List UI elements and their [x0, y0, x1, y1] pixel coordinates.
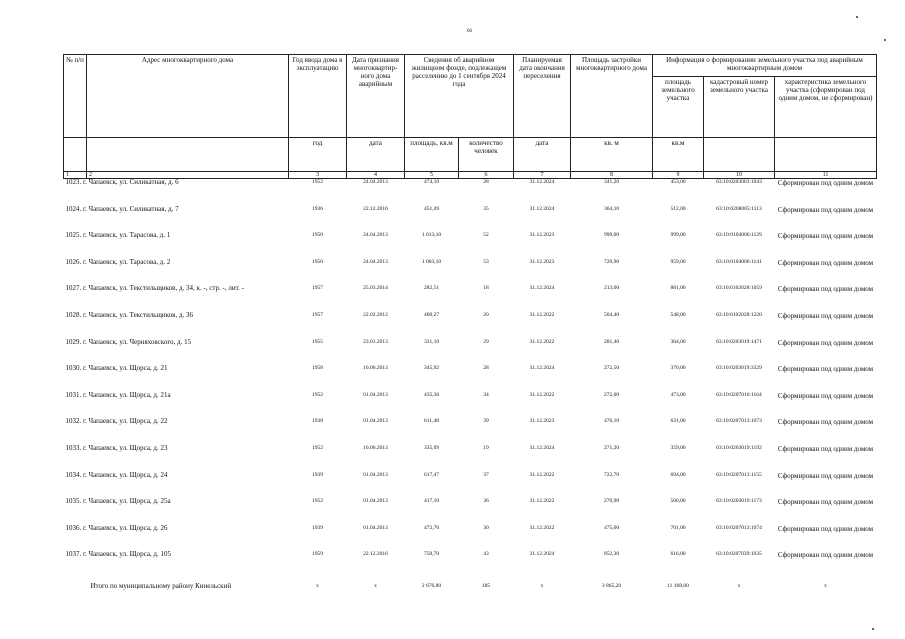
table-row: [64, 418, 877, 445]
cell-date-emergency: 24.04.2013: [363, 179, 388, 185]
cell-area: 282,51: [423, 285, 440, 292]
cell-area: 400,27: [423, 311, 440, 318]
cell-build-area: 722,70: [603, 471, 620, 478]
table-row: [64, 525, 877, 552]
cell-address: 1028. г. Чапаевск, ул. Текстильщиков, д. 36: [65, 310, 194, 319]
total-people: 185: [481, 583, 491, 590]
table-row: [64, 312, 877, 339]
cell-address: 1029. г. Чапаевск, ул. Черняховского, д. 15: [65, 337, 192, 346]
cell-build-area: 475,00: [603, 524, 620, 531]
cell-date-emergency: 22.12.2016: [363, 205, 388, 212]
unit-people: количество человек: [459, 138, 514, 172]
cell-cadastral: 63:10:0104006:1129: [716, 232, 762, 239]
table-row: [64, 339, 877, 366]
cell-people: 43: [483, 551, 489, 558]
table-row: [64, 551, 877, 578]
cell-year-built: 1957: [312, 311, 323, 318]
cell-land-char: Сформирован под одним домом: [777, 258, 874, 267]
table-footer: [64, 578, 877, 596]
cell-land-char: Сформирован под одним домом: [777, 285, 874, 294]
cell-year-built: 1952: [312, 444, 323, 451]
cell-date-emergency: 01.04.2013: [363, 498, 388, 505]
table-row: [64, 365, 877, 392]
cell-build-area: 720,90: [603, 258, 620, 265]
cell-land-area: 616,00: [670, 551, 686, 558]
cell-people: 20: [483, 311, 489, 318]
total-land-area: 11 168,00: [667, 583, 689, 590]
table-row: [64, 285, 877, 312]
cell-cadastral: 63:10:0203019:1471: [716, 338, 762, 345]
cell-planned-end: 31.12.2024: [529, 285, 555, 292]
cell-cadastral: 63:10:0207016:1164: [716, 391, 762, 398]
cell-land-area: 359,00: [670, 444, 686, 451]
cell-planned-end: 31.12.2024: [529, 179, 555, 185]
cell-planned-end: 31.12.2024: [529, 365, 555, 372]
total-year: x: [316, 583, 319, 590]
cell-planned-end: 31.12.2024: [529, 444, 555, 451]
cell-address: 1037. г. Чапаевск, ул. Щорса, д. 105: [65, 550, 171, 559]
cell-date-emergency: 25.03.2014: [363, 285, 388, 292]
cell-address: 1023. г. Чапаевск, ул. Силикатная, д. 6: [65, 178, 179, 186]
cell-address: 1027. г. Чапаевск, ул. Текстильщиков, д. 34, к. -, стр. -, лит. -: [65, 284, 244, 293]
cell-address: 1026. г. Чапаевск, ул. Тарасова, д. 2: [65, 257, 171, 266]
cell-build-area: 281,40: [603, 338, 620, 345]
cell-land-char: Сформирован под одним домом: [777, 365, 874, 374]
cell-land-area: 959,00: [670, 258, 686, 265]
cell-land-area: 701,00: [670, 524, 686, 531]
cell-planned-end: 31.12.2024: [529, 551, 555, 558]
cell-land-char: Сформирован под одним домом: [777, 391, 874, 400]
cell-address: 1031. г. Чапаевск, ул. Щорса, д. 21а: [65, 390, 171, 399]
column-number: 9: [653, 172, 704, 179]
column-number: 5: [405, 172, 459, 179]
column-number: 2: [87, 172, 289, 179]
column-number: 10: [704, 172, 775, 179]
cell-people: 28: [483, 365, 489, 372]
document-sheet: [63, 54, 877, 596]
cell-land-area: 473,00: [670, 391, 686, 398]
header-build-area: Площадь застройки многоквартирного дома: [571, 55, 653, 138]
cell-build-area: 504,40: [603, 311, 620, 318]
table-row: [64, 179, 877, 206]
total-build-area: 3 865,20: [601, 583, 622, 590]
cell-cadastral: 63:10:0203019:3329: [716, 365, 762, 372]
cell-cadastral: 63:10:0104006:1141: [716, 258, 762, 265]
cell-date-emergency: 22.12.2016: [363, 551, 388, 558]
cell-year-built: 1955: [312, 338, 323, 345]
scan-speck: [856, 16, 858, 18]
cell-date-emergency: 01.04.2013: [363, 524, 388, 531]
cell-build-area: 364,10: [603, 205, 620, 212]
cell-land-char: Сформирован под одним домом: [777, 524, 874, 533]
header-emergency-fund: Сведения об аварийном жилищном фонде, подлежащем расселению до 1 сентября 2024 года: [405, 55, 514, 138]
cell-land-area: 631,00: [670, 418, 686, 425]
column-number: 7: [514, 172, 571, 179]
scan-speck: [872, 628, 874, 630]
cell-year-built: 1959: [312, 551, 323, 558]
cell-planned-end: 31.12.2023: [529, 258, 555, 265]
unit-end-date: дата: [514, 138, 571, 172]
cell-area: 617,47: [423, 471, 440, 478]
cell-land-char: Сформирован под одним домом: [777, 551, 874, 560]
unit-land-area: кв.м: [653, 138, 704, 172]
table-body: [64, 179, 877, 578]
cell-area: 451,49: [423, 205, 440, 212]
cell-area: 335,09: [423, 444, 440, 451]
cell-land-area: 364,00: [670, 338, 686, 345]
table-header: [64, 55, 877, 179]
cell-land-char: Сформирован под одним домом: [777, 205, 874, 214]
table-row: [64, 206, 877, 233]
scan-speck: [884, 39, 886, 41]
unit-num: [64, 138, 87, 172]
cell-address: 1030. г. Чапаевск, ул. Щорса, д. 21: [65, 364, 168, 373]
cell-cadastral: 63:10:0203019:1192: [716, 444, 762, 451]
cell-land-area: 881,00: [670, 285, 686, 292]
unit-address: [87, 138, 289, 172]
cell-land-char: Сформирован под одним домом: [777, 444, 874, 453]
cell-area: 331,10: [423, 338, 440, 345]
header-date-emergency: Дата признания многоквартир-ного дома аварийным: [347, 55, 405, 138]
cell-cadastral: 63:10:0208005:1113: [716, 205, 762, 212]
total-end: x: [540, 583, 544, 590]
unit-land-char: [775, 138, 877, 172]
cell-land-char: Сформирован под одним домом: [777, 471, 874, 480]
cell-address: 1035. г. Чапаевск, ул. Щорса, д. 25а: [65, 497, 171, 506]
cell-planned-end: 31.12.2022: [529, 391, 555, 398]
cell-build-area: 270,90: [603, 498, 620, 505]
cell-land-char: Сформирован под одним домом: [777, 418, 874, 427]
header-planned-end: Планируемая дата окончания переселения: [514, 55, 571, 138]
cell-people: 53: [483, 258, 489, 265]
cell-planned-end: 31.12.2022: [529, 498, 555, 505]
column-number: 8: [571, 172, 653, 179]
cell-address: 1034. г. Чапаевск, ул. Щорса, д. 24: [65, 470, 168, 479]
cell-year-built: 1950: [312, 232, 323, 239]
cell-year-built: 1936: [312, 205, 323, 212]
cell-land-area: 370,00: [670, 365, 686, 372]
column-number: 4: [347, 172, 405, 179]
cell-year-built: 1958: [312, 365, 323, 372]
cell-planned-end: 31.12.2022: [529, 524, 555, 531]
cell-cadastral: 63:10:0203003:1043: [716, 179, 762, 185]
cell-planned-end: 31.12.2022: [529, 338, 555, 345]
cell-year-built: 1952: [312, 391, 323, 398]
header-cadastral: кадастровый номер земельного участка: [704, 77, 775, 138]
cell-address: 1024. г. Чапаевск, ул. Силикатная, д. 7: [65, 204, 179, 213]
cell-land-char: Сформирован под одним домом: [777, 338, 874, 347]
cell-land-area: 500,00: [670, 498, 686, 505]
cell-people: 36: [483, 498, 489, 505]
page-number: 66: [467, 29, 472, 34]
cell-year-built: 1957: [312, 285, 323, 292]
cell-date-emergency: 23.01.2013: [363, 338, 388, 345]
table-row: [64, 472, 877, 499]
cell-area: 750,70: [423, 551, 440, 558]
cell-cadastral: 63:10:0207013:1073: [716, 418, 762, 425]
cell-date-emergency: 01.04.2013: [363, 471, 388, 478]
cell-year-built: 1952: [312, 179, 323, 185]
cell-year-built: 1939: [312, 524, 323, 531]
cell-date-emergency: 01.04.2013: [363, 418, 388, 425]
cell-date-emergency: 01.04.2013: [363, 391, 388, 398]
cell-date-emergency: 24.04.2013: [363, 258, 388, 265]
unit-cadastral: [704, 138, 775, 172]
cell-land-area: 453,00: [670, 179, 686, 185]
cell-cadastral: 63:10:0102028:1059: [716, 285, 762, 292]
unit-area: площадь, кв.м: [405, 138, 459, 172]
header-address: Адрес многоквартирного дома: [87, 55, 289, 138]
cell-build-area: 341,20: [603, 179, 620, 185]
total-land-char: x: [824, 583, 827, 590]
total-area: 2 676,80: [421, 583, 442, 590]
cell-area: 417,10: [423, 498, 440, 505]
cell-planned-end: 31.12.2024: [529, 205, 555, 212]
header-year-built: Год ввода дома в эксплуатацию: [289, 55, 347, 138]
unit-date: дата: [347, 138, 405, 172]
cell-area: 1 013,10: [421, 232, 442, 239]
cell-land-char: Сформирован под одним домом: [777, 498, 874, 507]
cell-planned-end: 31.12.2023: [529, 418, 555, 425]
header-num: № п/п: [64, 55, 87, 138]
cell-people: 19: [483, 444, 489, 451]
cell-people: 39: [483, 418, 489, 425]
cell-people: 29: [483, 338, 489, 345]
cell-land-area: 512,00: [670, 205, 686, 212]
total-date: x: [374, 583, 377, 590]
cell-land-area: 694,00: [670, 471, 686, 478]
cell-people: 52: [483, 232, 489, 239]
cell-cadastral: 63:10:0207013:1074: [716, 524, 762, 531]
unit-year: год: [289, 138, 347, 172]
cell-people: 35: [483, 205, 489, 212]
header-land-char: характеристика земельного участка (сформирован под одним домом, не сформирован): [775, 77, 877, 138]
cell-area: 611,48: [424, 418, 439, 425]
cell-build-area: 213,00: [603, 285, 620, 292]
header-land-area: площадь земельного участка: [653, 77, 704, 138]
cell-date-emergency: 22.02.2012: [363, 311, 388, 318]
cell-people: 37: [483, 471, 489, 478]
cell-year-built: 1939: [312, 471, 323, 478]
table-row: [64, 392, 877, 419]
cell-people: 34: [483, 391, 489, 398]
cell-area: 435,30: [423, 391, 440, 398]
cell-address: 1033. г. Чапаевск, ул. Щорса, д. 23: [65, 443, 168, 452]
cell-cadastral: 63:10:0203019:1173: [716, 498, 762, 505]
cell-land-char: Сформирован под одним домом: [777, 232, 874, 241]
column-number: 1: [64, 172, 87, 179]
column-number: 11: [775, 172, 877, 179]
table-row: [64, 259, 877, 286]
total-label: Итого по муниципальному району Кинельский: [90, 582, 232, 591]
cell-land-char: Сформирован под одним домом: [777, 179, 874, 187]
cell-cadastral: 63:10:0102028:1220: [716, 311, 762, 318]
cell-build-area: 999,00: [603, 232, 620, 239]
cell-planned-end: 31.12.2023: [529, 232, 555, 239]
cell-people: 28: [483, 179, 489, 185]
cell-build-area: 272,00: [603, 391, 620, 398]
cell-year-built: 1938: [312, 418, 323, 425]
emergency-housing-table: [63, 54, 877, 596]
cell-cadastral: 63:10:0207013:1155: [716, 471, 762, 478]
total-row: [64, 578, 877, 596]
cell-people: 30: [483, 524, 489, 531]
cell-planned-end: 31.12.2022: [529, 471, 555, 478]
column-number: 3: [289, 172, 347, 179]
cell-address: 1036. г. Чапаевск, ул. Щорса, д. 26: [65, 523, 168, 532]
cell-area: 472,70: [423, 524, 440, 531]
cell-date-emergency: 10.06.2013: [363, 365, 388, 372]
column-number: 6: [459, 172, 514, 179]
cell-area: 474,10: [423, 179, 440, 185]
cell-build-area: 271,20: [603, 444, 620, 451]
cell-planned-end: 31.12.2022: [529, 311, 555, 318]
cell-area: 1 003,10: [421, 258, 442, 265]
cell-year-built: 1952: [312, 498, 323, 505]
unit-build-area: кв. м: [571, 138, 653, 172]
table-row: [64, 498, 877, 525]
cell-address: 1025. г. Чапаевск, ул. Тарасова, д. 1: [65, 231, 171, 240]
table-row: [64, 445, 877, 472]
cell-land-char: Сформирован под одним домом: [777, 311, 874, 320]
total-cadastral: x: [737, 583, 741, 590]
cell-date-emergency: 10.06.2013: [363, 444, 388, 451]
cell-date-emergency: 24.04.2013: [363, 232, 388, 239]
cell-land-area: 999,00: [670, 232, 686, 239]
cell-address: 1032. г. Чапаевск, ул. Щорса, д. 22: [65, 417, 168, 426]
cell-area: 345,92: [423, 365, 440, 372]
cell-people: 18: [483, 285, 489, 292]
cell-cadastral: 63:10:0207039:1035: [716, 551, 762, 558]
cell-land-area: 548,00: [670, 311, 686, 318]
cell-year-built: 1950: [312, 258, 323, 265]
table-row: [64, 232, 877, 259]
cell-build-area: 852,30: [603, 551, 620, 558]
header-land-info: Информация о формировании земельного участка под аварийным многоквартирным домом: [653, 55, 877, 77]
cell-build-area: 272,50: [603, 365, 620, 372]
cell-build-area: 476,10: [603, 418, 620, 425]
